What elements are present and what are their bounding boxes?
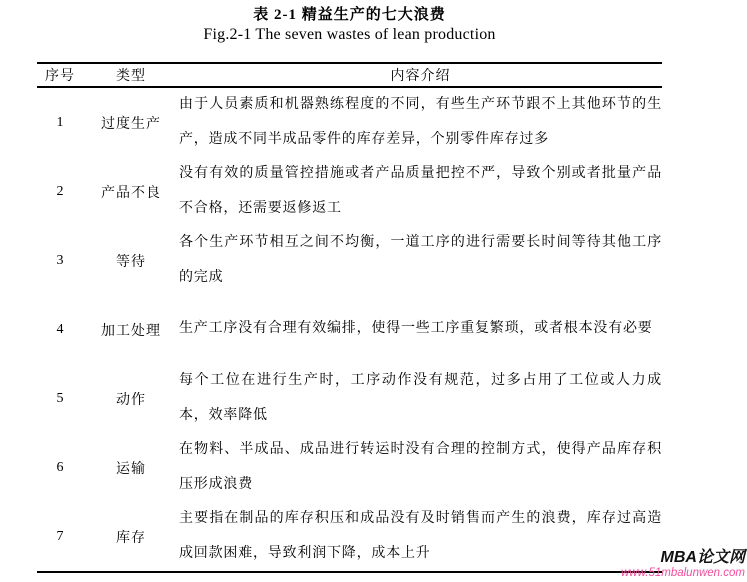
- table-row: [37, 433, 662, 502]
- watermark: [621, 549, 745, 580]
- waste-type: 等待: [116, 254, 146, 270]
- waste-type: 运输: [116, 461, 146, 477]
- waste-type: 加工处理: [101, 323, 161, 339]
- row-number: 1: [56, 114, 64, 130]
- waste-description: 生产工序没有合理有效编排，使得一些工序重复繁琐，或者根本没有必要: [179, 321, 653, 337]
- row-number: 2: [56, 183, 64, 199]
- waste-description: 各个生产环节相互之间不均衡，一道工序的进行需要长时间等待其他工序的完成: [179, 235, 662, 285]
- column-header-description: 内容介绍: [390, 69, 451, 84]
- table-row: [37, 226, 662, 295]
- table-row: [37, 364, 662, 433]
- waste-description: 由于人员素质和机器熟练程度的不同，有些生产环节跟不上其他环节的生产，造成不同半成品零件的库存差异，个别零件库存过多: [179, 97, 662, 147]
- column-header-index: 序号: [45, 69, 75, 84]
- waste-type: 过度生产: [101, 116, 161, 132]
- waste-description: 每个工位在进行生产时，工序动作没有规范，过多占用了工位或人力成本，效率降低: [179, 373, 662, 423]
- waste-type: 库存: [116, 530, 146, 546]
- table-caption-en: Fig.2-1 The seven wastes of lean production: [203, 26, 496, 43]
- table-row: [37, 157, 662, 226]
- row-number: 6: [56, 459, 64, 475]
- row-number: 4: [56, 321, 64, 337]
- table-caption-zh: 表 2-1 精益生产的七大浪费: [253, 7, 446, 23]
- waste-type: 产品不良: [101, 185, 161, 201]
- row-number: 7: [56, 528, 64, 544]
- seven-wastes-table: [37, 62, 662, 573]
- watermark-url: www.51mbalunwen.com: [620, 567, 745, 580]
- waste-description: 没有有效的质量管控措施或者产品质量把控不严，导致个别或者批量产品不合格，还需要返修返工: [179, 166, 662, 216]
- waste-description: 在物料、半成品、成品进行转运时没有合理的控制方式，使得产品库存积压形成浪费: [179, 442, 662, 492]
- table-caption: [37, 0, 662, 44]
- table-row: [37, 295, 662, 364]
- row-number: 5: [56, 390, 64, 406]
- table-row: [37, 87, 662, 157]
- table-header-row: [37, 63, 662, 87]
- watermark-site-name: MBA论文网: [660, 548, 745, 566]
- waste-type: 动作: [116, 392, 146, 408]
- table-row: [37, 502, 662, 572]
- waste-description: 主要指在制品的库存积压和成品没有及时销售而产生的浪费，库存过高造成回款困难，导致利润下降，成本上升: [179, 511, 662, 561]
- row-number: 3: [56, 252, 64, 268]
- column-header-type: 类型: [116, 69, 146, 84]
